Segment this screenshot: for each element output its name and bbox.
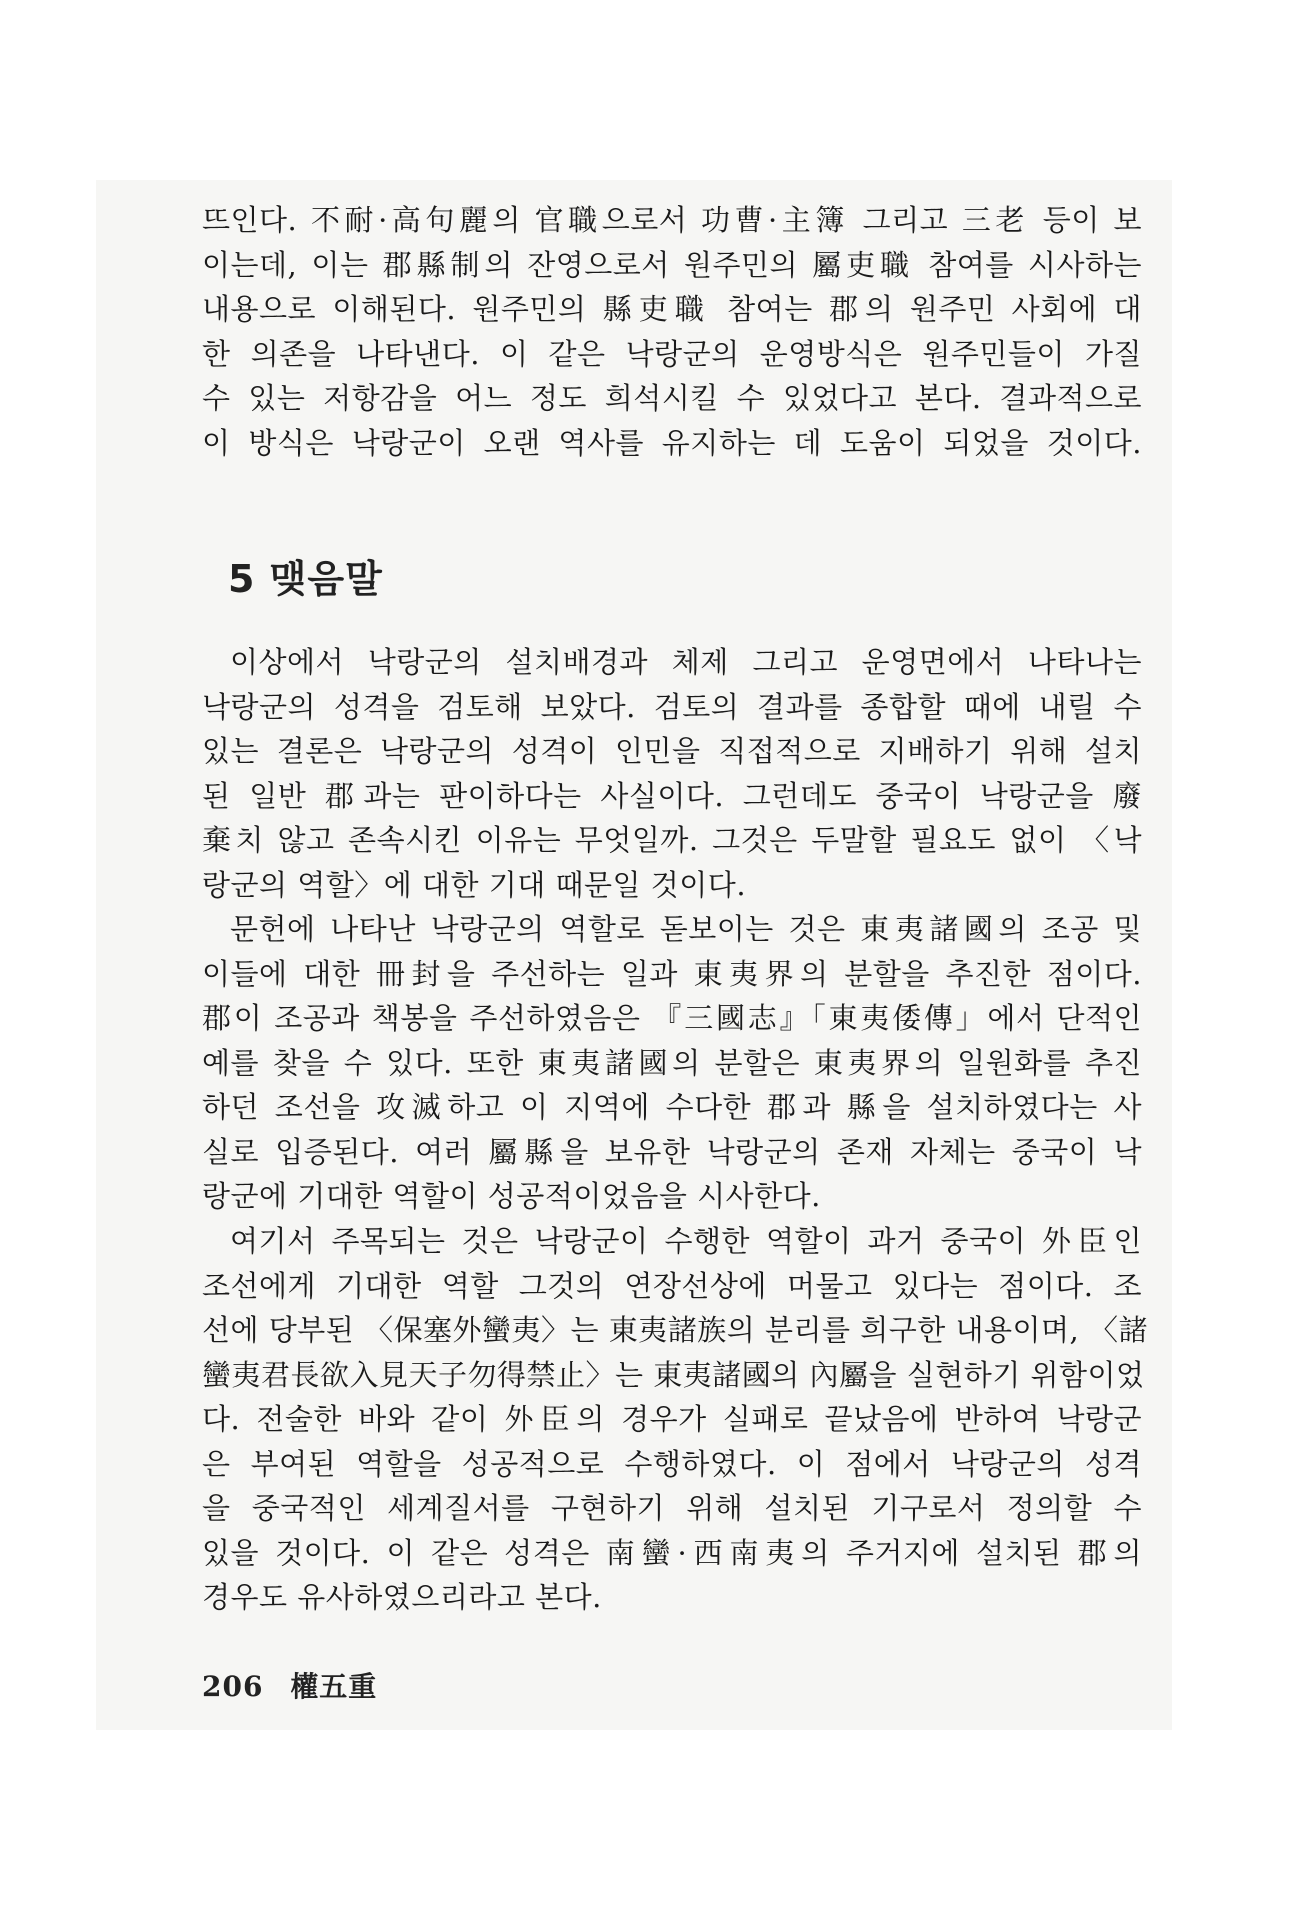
text-line: 한 의존을 나타낸다. 이 같은 낙랑군의 운영방식은 원주민들이 가질 — [202, 336, 1142, 371]
text-line: 다. 전술한 바와 같이 外臣의 경우가 실패로 끝났음에 반하여 낙랑군 — [202, 1402, 1142, 1436]
text-line: 된 일반 郡과는 판이하다는 사실이다. 그런데도 중국이 낙랑군을 廢 — [202, 778, 1142, 813]
paragraph-2 — [202, 907, 1142, 1219]
text-line: 문헌에 나타난 낙랑군의 역할로 돋보이는 것은 東夷諸國의 조공 및 — [230, 912, 1142, 946]
text-line: 조선에게 기대한 역할 그것의 연장선상에 머물고 있다는 점이다. 조 — [202, 1268, 1142, 1303]
text-line: 이는데, 이는 郡縣制의 잔영으로서 원주민의 屬吏職 참여를 시사하는 — [202, 247, 1142, 282]
section-heading: 5 맺음말 — [228, 557, 383, 601]
text-line: 蠻夷君長欲入見天子勿得禁止〉는 東夷諸國의 內屬을 실현하기 위함이었 — [202, 1357, 1145, 1392]
text-line: 郡이 조공과 책봉을 주선하였음은 『三國志』「東夷倭傳」에서 단적인 — [202, 1001, 1142, 1035]
text-line: 뜨인다. 不耐·高句麗의 官職으로서 功曹·主簿 그리고 三老 등이 보 — [202, 203, 1142, 237]
page-footer — [202, 1665, 393, 1705]
text-line: 을 중국적인 세계질서를 구현하기 위해 설치된 기구로서 정의할 수 — [202, 1491, 1142, 1525]
top-paragraph — [202, 198, 1142, 465]
text-line: 실로 입증된다. 여러 屬縣을 보유한 낙랑군의 존재 자체는 중국이 낙 — [202, 1134, 1142, 1169]
text-line: 랑군에 기대한 역할이 성공적이었음을 시사한다. — [202, 1179, 821, 1213]
text-line: 하던 조선을 攻滅하고 이 지역에 수다한 郡과 縣을 설치하였다는 사 — [202, 1090, 1142, 1124]
text-line: 棄치 않고 존속시킨 이유는 무엇일까. 그것은 두말할 필요도 없이 〈낙 — [202, 823, 1142, 857]
text-line: 내용으로 이해된다. 원주민의 縣吏職 참여는 郡의 원주민 사회에 대 — [202, 292, 1142, 326]
paragraph-1 — [202, 640, 1142, 907]
text-line: 이들에 대한 冊封을 주선하는 일과 東夷界의 분할을 추진한 점이다. — [202, 956, 1142, 991]
text-line: 여기서 주목되는 것은 낙랑군이 수행한 역할이 과거 중국이 外臣인 — [230, 1224, 1142, 1258]
text-line: 랑군의 역할〉에 대한 기대 때문일 것이다. — [202, 867, 747, 902]
text-line: 이상에서 낙랑군의 설치배경과 체제 그리고 운영면에서 나타나는 — [230, 645, 1142, 679]
text-line: 있는 결론은 낙랑군의 성격이 인민을 직접적으로 지배하기 위해 설치 — [202, 734, 1142, 768]
text-line: 경우도 유사하였으리라고 본다. — [202, 1580, 602, 1614]
text-line: 수 있는 저항감을 어느 정도 희석시킬 수 있었다고 본다. 결과적으로 — [202, 381, 1142, 415]
text-line: 있을 것이다. 이 같은 성격은 南蠻·西南夷의 주거지에 설치된 郡의 — [202, 1535, 1142, 1570]
text-line: 예를 찾을 수 있다. 또한 東夷諸國의 분할은 東夷界의 일원화를 추진 — [202, 1045, 1142, 1080]
text-line: 낙랑군의 성격을 검토해 보았다. 검토의 결과를 종합할 때에 내릴 수 — [202, 689, 1142, 724]
text-line: 선에 당부된 〈保塞外蠻夷〉는 東夷諸族의 분리를 희구한 내용이며, 〈諸 — [202, 1313, 1148, 1347]
text-line: 은 부여된 역할을 성공적으로 수행하였다. 이 점에서 낙랑군의 성격 — [202, 1446, 1142, 1481]
running-author: 權五重 — [290, 1670, 378, 1703]
text-line: 이 방식은 낙랑군이 오랜 역사를 유지하는 데 도움이 되었을 것이다. — [202, 425, 1142, 460]
page-number: 206 — [202, 1670, 264, 1703]
paragraph-3 — [202, 1219, 1148, 1620]
